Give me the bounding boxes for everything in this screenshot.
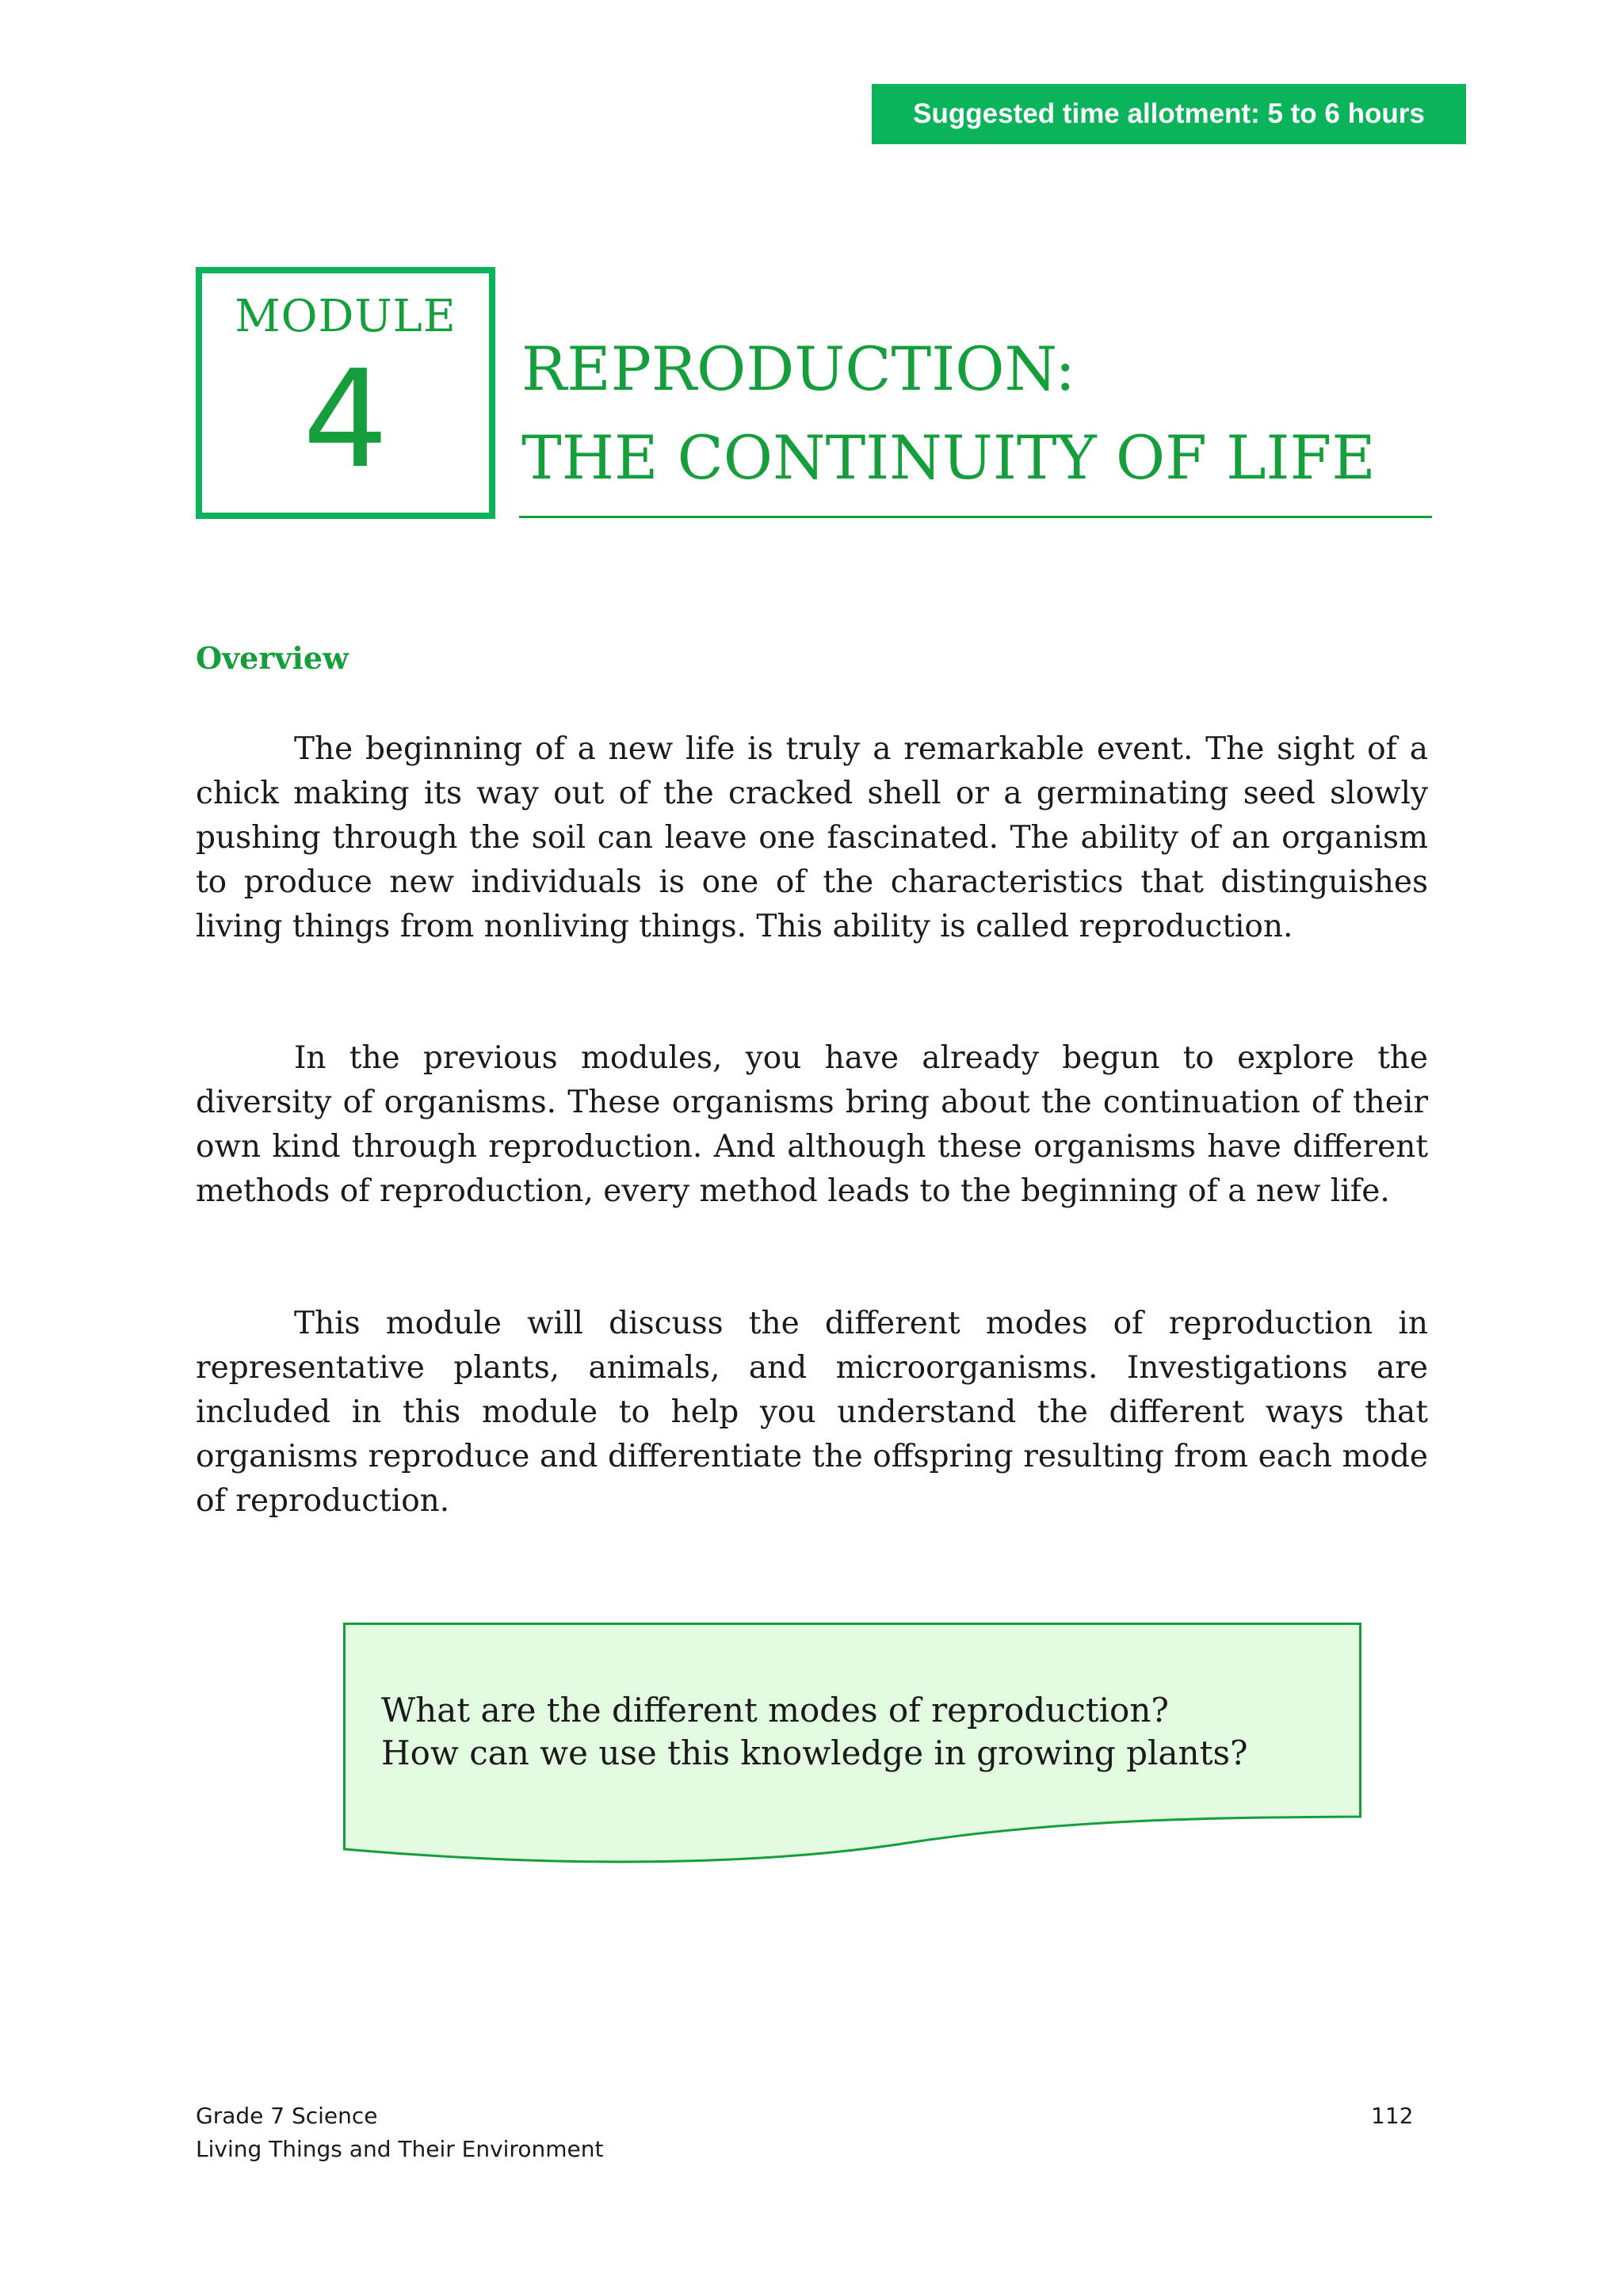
module-label: MODULE (235, 291, 456, 342)
module-box (196, 267, 495, 519)
question-text (381, 1689, 1248, 1775)
footer-subject: Grade 7 Science (196, 2103, 378, 2129)
overview-paragraph-2: In the previous modules, you have already begun to explore the diversity of organisms. These organisms bring about the continuation of their own kind through reproduction. And although these organisms have different methods of reproduction, every method leads to the beginning of a new life. (196, 1040, 1428, 1209)
overview-paragraph-1: The beginning of a new life is truly a remarkable event. The sight of a chick making its way out of the cracked shell or a germinating seed slowly pushing through the soil can leave one fascinated. The ability of an organism to produce new individuals is one of the characteristics that distinguishes living things from nonliving things. This ability is called reproduction. (196, 731, 1428, 944)
overview-heading: Overview (196, 640, 349, 676)
footer (196, 2100, 603, 2166)
time-allotment-badge: Suggested time allotment: 5 to 6 hours (872, 84, 1466, 144)
module-number: 4 (302, 341, 389, 498)
page-title (521, 325, 1376, 502)
title-divider (519, 516, 1432, 518)
question-1: What are the different modes of reproduction? (381, 1691, 1169, 1730)
title-line-2: THE CONTINUITY OF LIFE (521, 422, 1376, 493)
overview-paragraph-3: This module will discuss the different modes of reproduction in representative plants, animals, and microorganisms. Investigations are included in this module to help you understand the different ways that organisms reproduce and differentiate the offspring resulting from each mode of reproduction. (196, 1306, 1428, 1519)
key-questions-box (343, 1623, 1361, 1868)
footer-unit: Living Things and Their Environment (196, 2136, 604, 2162)
page-number: 112 (1371, 2103, 1414, 2129)
title-line-1: REPRODUCTION: (521, 334, 1075, 404)
question-2: How can we use this knowledge in growing plants? (381, 1733, 1248, 1772)
